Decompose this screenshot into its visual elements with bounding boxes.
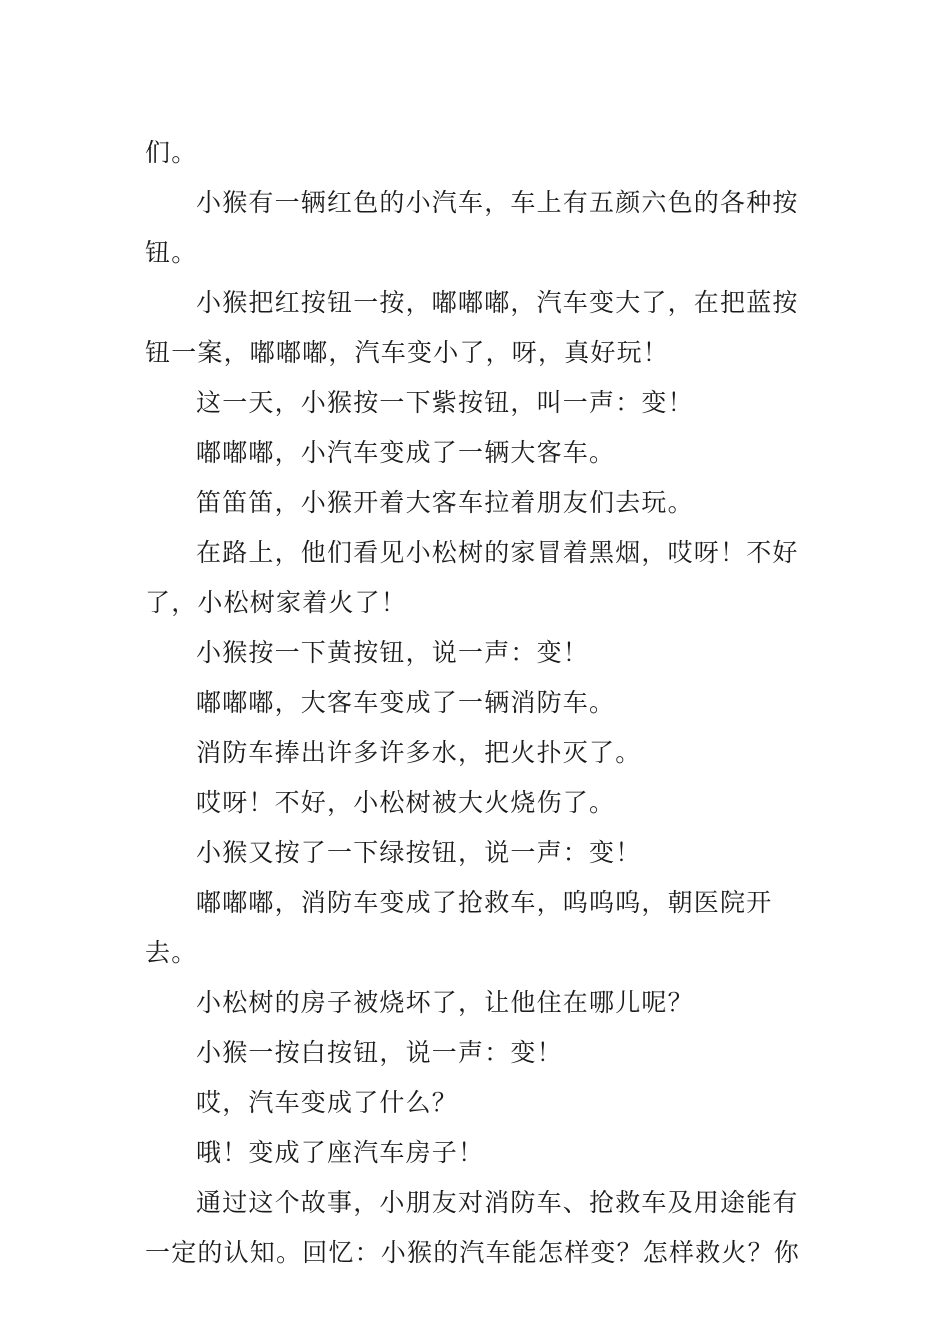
paragraph: 小猴把红按钮一按，嘟嘟嘟，汽车变大了，在把蓝按钮一案，嘟嘟嘟，汽车变小了，呀，真好玩！: [145, 288, 799, 367]
paragraph: 哎呀！不好，小松树被大火烧伤了。: [196, 788, 616, 817]
paragraph: 小猴有一辆红色的小汽车，车上有五颜六色的各种按钮。: [145, 188, 799, 267]
paragraph: 哦！变成了座汽车房子！: [196, 1138, 485, 1167]
document-body: [145, 128, 810, 1278]
paragraph: 这一天，小猴按一下紫按钮，叫一声：变！: [196, 388, 694, 417]
paragraph: 嘟嘟嘟，大客车变成了一辆消防车。: [196, 688, 616, 717]
paragraph: 小松树的房子被烧坏了，让他住在哪儿呢？: [196, 988, 694, 1017]
paragraph: 通过这个故事，小朋友对消防车、抢救车及用途能有一定的认知。回忆：小猴的汽车能怎样变？怎样救火？你: [145, 1188, 801, 1267]
paragraph: 嘟嘟嘟，小汽车变成了一辆大客车。: [196, 438, 616, 467]
paragraph: 在路上，他们看见小松树的家冒着黑烟，哎呀！不好了，小松树家着火了！: [145, 538, 799, 617]
paragraph: 嘟嘟嘟，消防车变成了抢救车，呜呜呜，朝医院开去。: [145, 888, 773, 967]
paragraph: 们。: [145, 138, 198, 167]
paragraph: 消防车捧出许多许多水，把火扑灭了。: [196, 738, 642, 767]
paragraph: 小猴按一下黄按钮，说一声：变！: [196, 638, 590, 667]
paragraph: 笛笛笛，小猴开着大客车拉着朋友们去玩。: [196, 488, 694, 517]
paragraph: 小猴一按白按钮，说一声：变！: [196, 1038, 563, 1067]
paragraph: 哎，汽车变成了什么？: [196, 1088, 459, 1117]
paragraph: 小猴又按了一下绿按钮，说一声：变！: [196, 838, 642, 867]
